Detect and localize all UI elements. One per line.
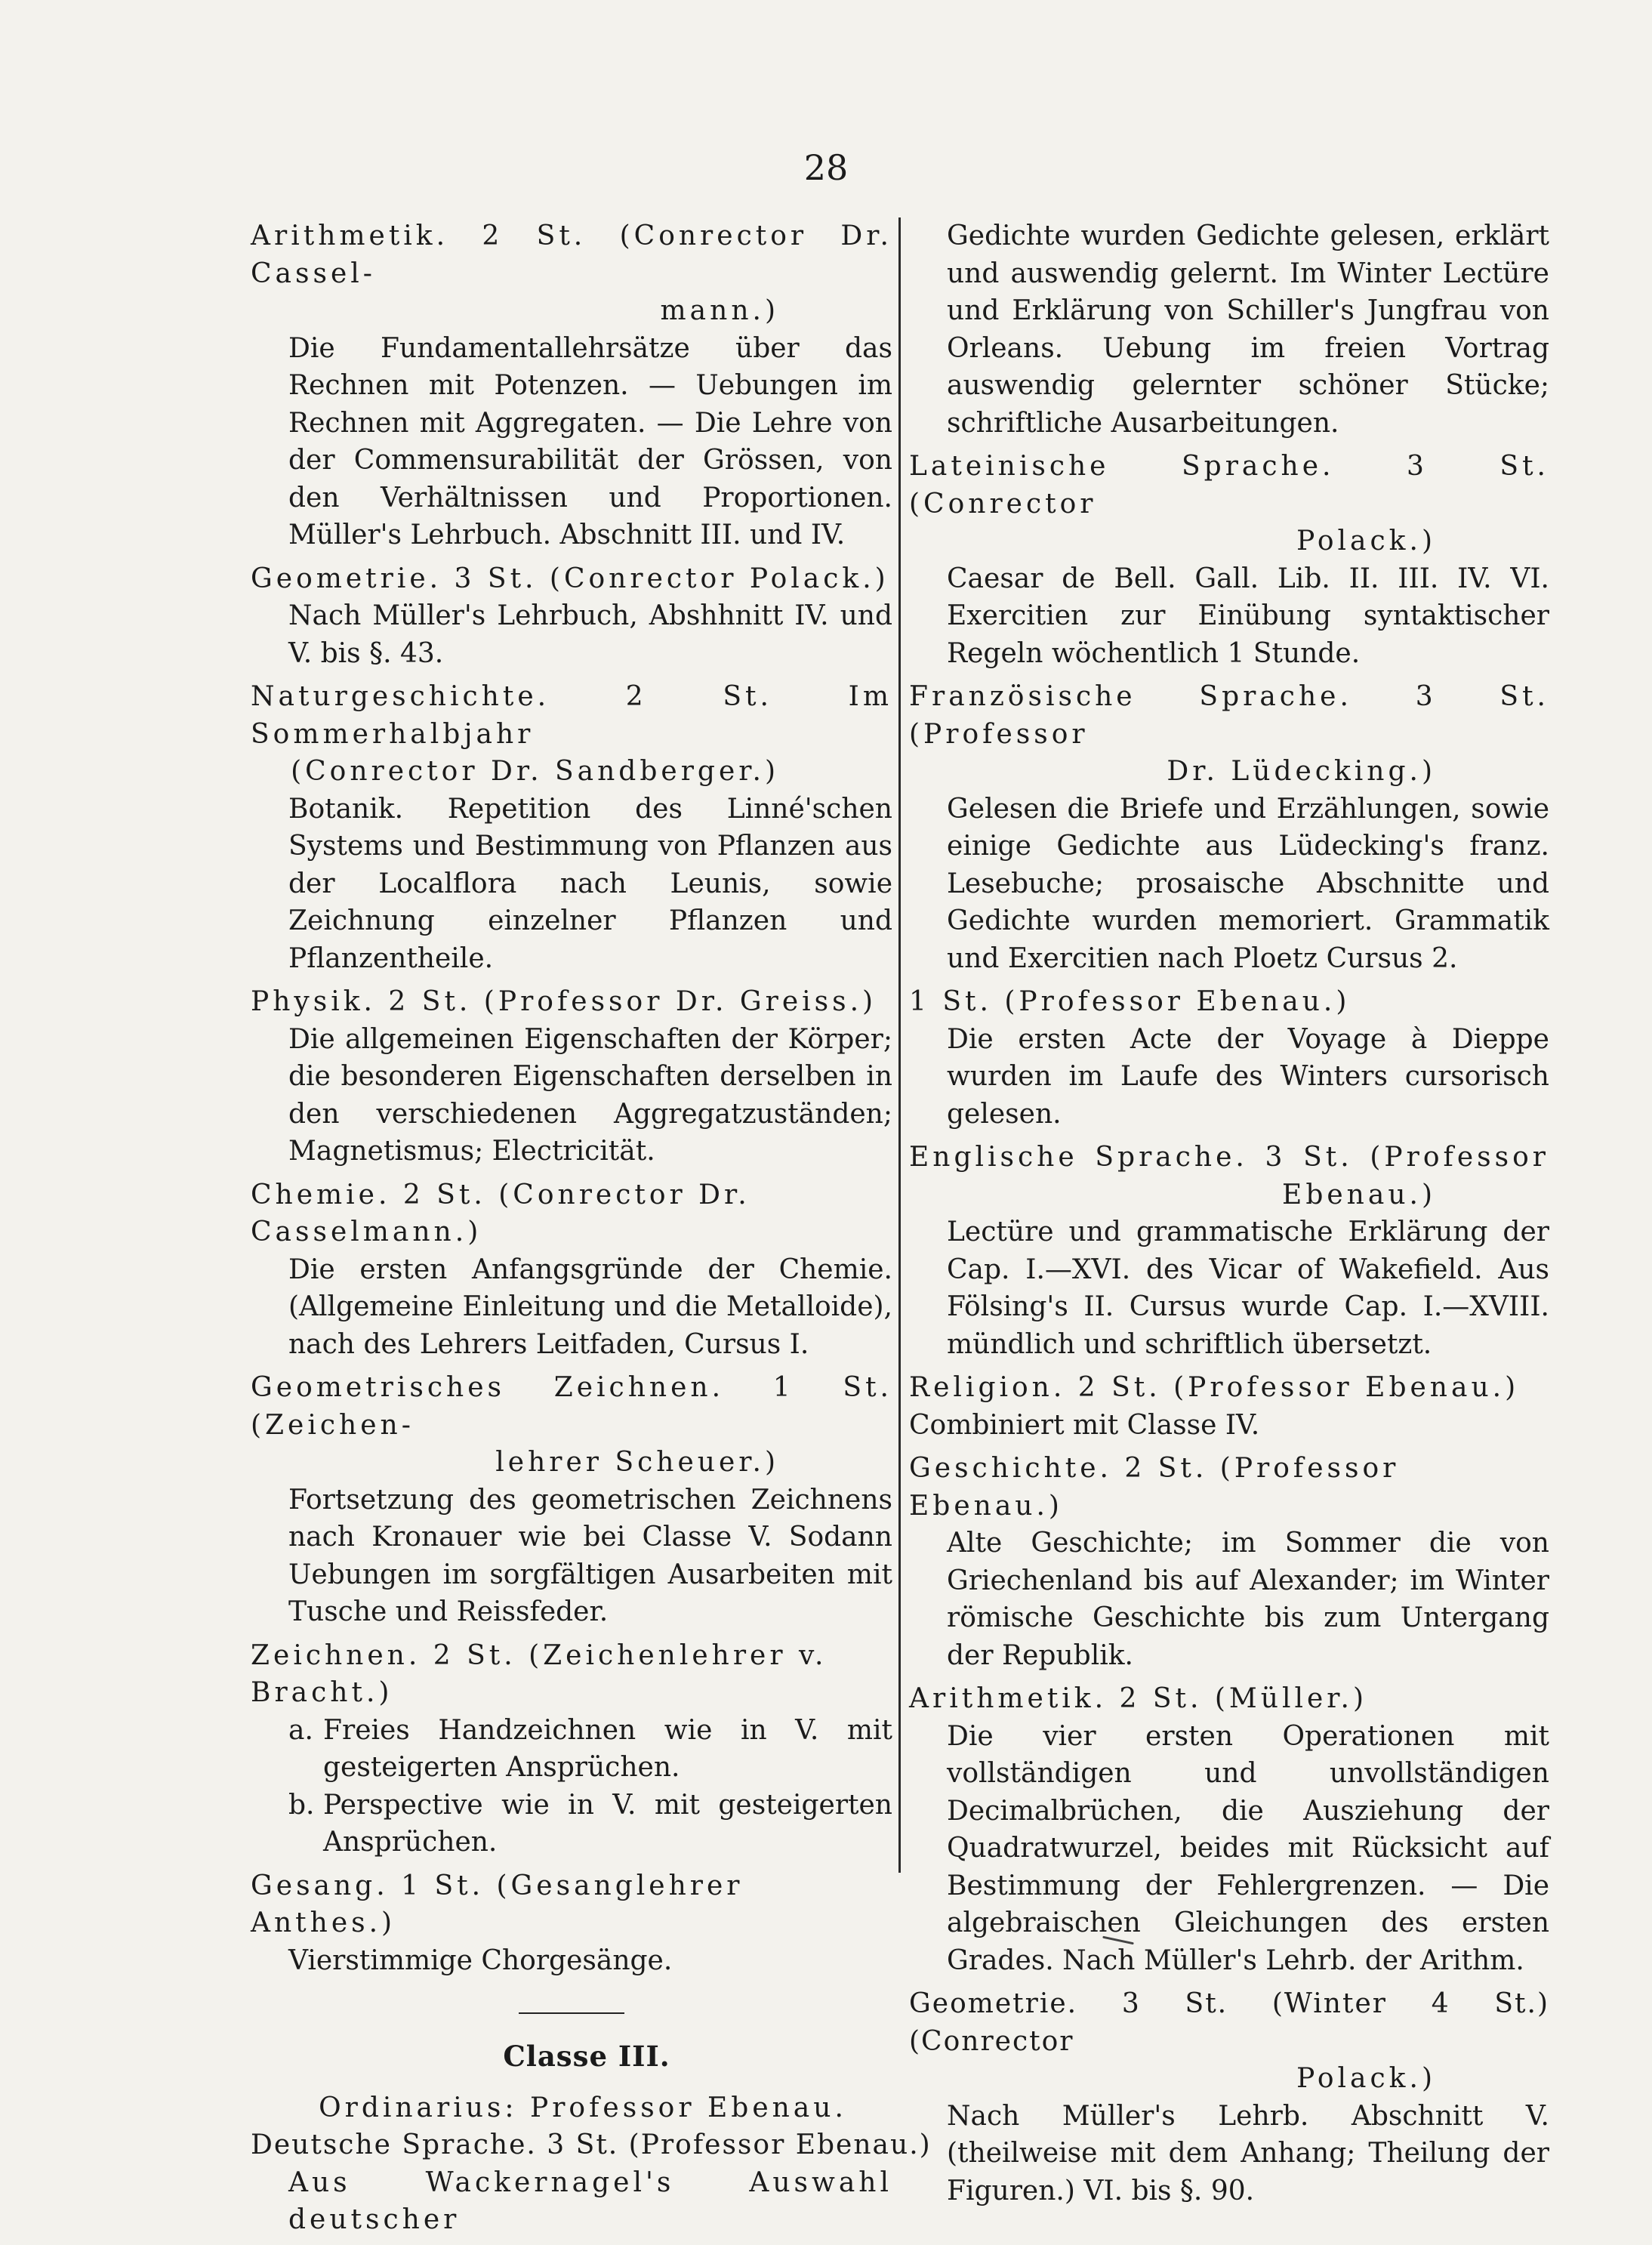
column-rule [898,217,901,1873]
section-body: Combiniert mit Classe IV. [909,1409,1260,1441]
section-naturgeschichte [251,678,892,977]
section-heading: Chemie. 2 St. (Conrector Dr. Casselmann.) [251,1179,750,1247]
page-number: 28 [803,147,849,188]
section-heading: Arithmetik. 2 St. (Müller.) [909,1683,1368,1714]
separator-rule [519,2012,624,2014]
classe-title: Classe III. [503,2040,670,2073]
section-body: Alte Geschichte; im Sommer die von Griechenland bis auf Alexander; im Winter römische Geschichte bis zum Untergang der Republik. [947,1528,1549,1671]
section-heading: Arithmetik. 2 St. (Conrector Dr. Cassel- [251,220,892,289]
section-body: Caesar de Bell. Gall. Lib. II. III. IV. VI. Exercitien zur Einübung syntaktischer Regeln wöchentlich 1 Stunde. [947,563,1549,669]
section-gesang [251,1867,892,1980]
section-body: Botanik. Repetition des Linné'schen Systems und Bestimmung von Pflanzen aus der Localflora nach Leunis, sowie Zeichnung einzelner Pflanzen und Pflanzentheile. [288,793,892,974]
list-item-text: Perspective wie in V. mit gesteigerten Ansprüchen. [323,1789,892,1858]
section-heading: Geometrie. 3 St. (Conrector Polack.) [251,563,889,594]
section-religion [909,1369,1549,1444]
section-heading-cont: (Conrector Dr. Sandberger.) [291,756,779,787]
section-deutsch-continued [909,217,1549,442]
section-deutsch [251,2126,932,2239]
section-heading: Geschichte. 2 St. (Professor Ebenau.) [909,1453,1400,1522]
ordinarius-line: Ordinarius: Professor Ebenau. [319,2092,847,2123]
section-franzoesisch [909,678,1549,977]
section-heading: Gesang. 1 St. (Gesanglehrer Anthes.) [251,1870,744,1938]
section-body: Gelesen die Briefe und Erzählungen, sowie einige Gedichte aus Lüdecking's franz. Lesebuche; prosaische Abschnitte und Gedichte wurden memoriert. Grammatik und Exercitien nach Ploetz Cursus 2. [947,793,1549,974]
section-body: Die Fundamentallehrsätze über das Rechnen mit Potenzen. — Uebungen im Rechnen mit Aggregaten. — Die Lehre von der Commensurabilität der Grössen, von den Verhältnissen und Proportionen. Müller's Lehrbuch. Abschnitt III. und IV. [288,332,892,550]
section-heading-cont: Polack.) [1296,2063,1436,2094]
section-heading: Zeichnen. 2 St. (Zeichenlehrer v. Bracht.) [251,1639,828,1708]
section-geometrie [251,560,892,673]
section-zeichnen [251,1637,892,1861]
list-item-label: a. [288,1714,313,1746]
section-heading-cont: Polack.) [1296,526,1436,557]
section-heading-cont: lehrer Scheuer.) [495,1447,779,1478]
section-heading: Geometrisches Zeichnen. 1 St. (Zeichen- [251,1372,892,1441]
section-physik [251,983,892,1170]
section-body: Die ersten Acte der Voyage à Dieppe wurden im Laufe des Winters cursorisch gelesen. [947,1023,1549,1130]
section-body: Die vier ersten Operationen mit vollständigen und unvollständigen Decimalbrüchen, die Ausziehung der Quadratwurzel, beides mit Rücksicht auf Bestimmung der Fehlergrenzen. — Die algebraischen Gleichungen des ersten Grades. Nach Müller's Lehrb. der Arithm. [947,1720,1549,1976]
section-heading: Religion. 2 St. (Professor Ebenau.) [909,1372,1520,1403]
section-body: Die ersten Anfangsgründe der Chemie. (Allgemeine Einleitung und die Metalloide), nach des Lehrers Leitfaden, Cursus I. [288,1254,892,1360]
section-arithmetik-right [909,1680,1549,1979]
section-body: Nach Müller's Lehrb. Abschnitt V. (theilweise mit dem Anhang; Theilung der Figuren.) VI. bis §. 90. [947,2100,1549,2206]
section-englisch [909,1139,1549,1363]
left-column [251,217,932,2245]
section-geometrie-right [909,1985,1549,2210]
section-body: Fortsetzung des geometrischen Zeichnens nach Kronauer wie bei Classe V. Sodann Uebungen im sorgfältigen Ausarbeiten mit Tusche und Reissfeder. [288,1484,892,1627]
section-heading: Naturgeschichte. 2 St. Im Sommerhalbjahr [251,681,892,750]
list-item-text: Freies Handzeichnen wie in V. mit gesteigerten Ansprüchen. [323,1714,892,1783]
section-body: Die allgemeinen Eigenschaften der Körper; die besonderen Eigenschaften derselben in den verschiedenen Aggregatzuständen; Magnetismus; Electricität. [288,1023,892,1167]
section-heading: Geometrie. 3 St. (Winter 4 St.) (Conrector [909,1988,1549,2057]
list-item [288,1712,892,1787]
section-heading: Französische Sprache. 3 St. (Professor [909,681,1549,750]
section-heading: Deutsche Sprache. 3 St. (Professor Ebenau.) [251,2129,932,2160]
section-heading-cont: Dr. Lüdecking.) [1167,756,1436,787]
section-heading: 1 St. (Professor Ebenau.) [909,986,1351,1017]
right-column [909,217,1549,2216]
section-franzoesisch-2 [909,983,1549,1133]
section-body: Vierstimmige Chorgesänge. [288,1944,673,1976]
section-heading-cont: Ebenau.) [1282,1179,1436,1210]
section-geometrisches-zeichnen [251,1369,892,1631]
section-body: Aus Wackernagel's Auswahl deutscher [288,2166,892,2235]
section-heading: Englische Sprache. 3 St. (Professor [909,1142,1549,1173]
section-latein [909,448,1549,672]
section-geschichte [909,1450,1549,1674]
section-heading: Lateinische Sprache. 3 St. (Conrector [909,451,1549,520]
list-item [288,1787,892,1861]
section-body: Nach Müller's Lehrbuch, Abshhnitt IV. und V. bis §. 43. [288,600,892,669]
section-body: Gedichte wurden Gedichte gelesen, erklärt und auswendig gelernt. Im Winter Lectüre und Erklärung von Schiller's Jungfrau von Orleans. Uebung im freien Vortrag auswendig gelernter schöner Stücke; schriftliche Ausarbeitungen. [947,220,1549,439]
section-chemie [251,1176,892,1364]
list-item-label: b. [288,1789,315,1821]
section-heading-cont: mann.) [660,295,779,326]
section-body: Lectüre und grammatische Erklärung der Cap. I.—XVI. des Vicar of Wakefield. Aus Fölsing's II. Cursus wurde Cap. I.—XVIII. mündlich und schriftlich übersetzt. [947,1217,1549,1360]
section-heading: Physik. 2 St. (Professor Dr. Greiss.) [251,986,877,1017]
section-arithmetik [251,217,892,554]
